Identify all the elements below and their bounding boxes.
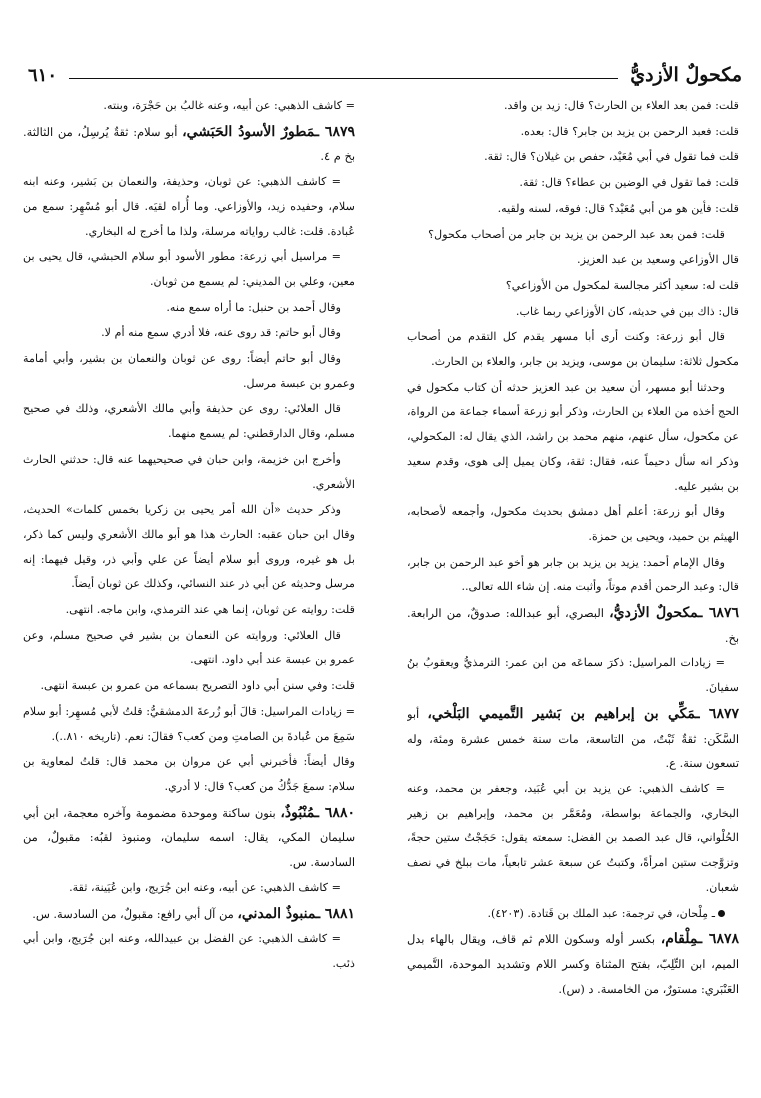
entry-heading [407, 702, 739, 776]
entry-number: ٦٨٨١ ـ [315, 905, 355, 922]
entry-description: أبو سلام: ثقةٌ يُرسِلُ، من الثالثة. بخ م ٤. [23, 124, 355, 164]
paragraph: قلت: فأين هو من أبي مُعَيْد؟ قال: فوقه، لسنه ولقيه. [497, 201, 739, 215]
paragraph: = كاشف الذهبي: عن الفضل بن عبيدالله، وعنه ابن جُرَيج، وابن أبي ذئب. [23, 932, 355, 970]
paragraph: = زيادات المراسيل: ذكرَ سماعَه من ابن عمر: الترمذيُّ ويعقوبُ بنُ سفيانَ. [407, 656, 739, 695]
paragraph: = كاشف الذهبي: عن ثوبان، وحذيفة، والنعمان بن بَشير، وعنه ابنه سلام، وحفيده زيد، والأوزاعي. وما أُراه لقيَه. قال أبو مُسْهِر: سمع من عُبادة. قلت: غالب رواياته مرسلة، ولذا ما أخرج له البخاري. [23, 175, 355, 238]
paragraph: وقال أيضاً: فأخبرني أبي عن مروان بن محمد قال: قلتُ لمعاوية بن سلام: سمعَ جَدُّكُ من كعب؟ قال: لا أدري. [23, 755, 355, 793]
paragraph: وقال أبو زرعة: أعلم أهل دمشق بحديث مكحول، وأجمعه لأصحابه، الهيثم بن حميد، ويحيى بن حمزة. [407, 505, 739, 543]
paragraph: وقال أبو حاتم أيضاً: روى عن ثوبان والنعمان بن بشير، وأبي أمامة وعمرو بن عبسة مرسل. [23, 352, 355, 390]
paragraph: قال العلائي: وروايته عن النعمان بن بشير في صحيح مسلم، وعن عمرو بن عبسة عند أبي داود. انتهى. [23, 628, 355, 667]
cross-reference-text: ـ مِلْحان، في ترجمة: عبد الملك بن قَتادة. (٤٢٠٣). [487, 906, 715, 920]
entry-name: مِلْقام، [660, 931, 698, 948]
paragraph: قلت فما تقول في أبي مُعَيْد، حفص بن غيلان؟ قال: ثقة. [484, 150, 739, 164]
entry-name: مَكِّي بن إبراهيم بن بَشير التَّميمي البَلْخي، [427, 705, 696, 722]
entry-description: بنون ساكنة وموحدة مضمومة وآخره معجمة، ابن أبي سليمان المكي، يقال: اسمه سليمان، ومنبوذ لقبُه: مقبولٌ، من السادسة. س. [23, 805, 355, 870]
entry-number: ٦٨٧٨ ـ [697, 931, 739, 948]
paragraph: قلت: فمن بعد عبد الرحمن بن يزيد بن جابر من أصحاب مكحول؟ [428, 227, 725, 241]
entry-number: ٦٨٨٠ ـ [314, 804, 355, 821]
entry-heading [407, 601, 739, 650]
paragraph: قلت: روايته عن ثوبان، إنما هي عند الترمذي، وابن ماجه. انتهى. [65, 603, 355, 617]
entry-name: مَطورٌ الأسودُ الحَبَشي، [182, 123, 315, 140]
entry-description: من آل أبي رافع: مقبولٌ، من السادسة. س. [32, 906, 238, 921]
entry-heading [407, 927, 739, 1001]
paragraph: قال الأوزاعي وسعيد بن عبد العزيز. [577, 253, 739, 267]
entry-heading [23, 120, 355, 169]
entry-heading [23, 902, 355, 927]
running-title: مكحولٌ الأزديُّ [630, 64, 742, 86]
paragraph: قلت له: سعيد أكثر مجالسة لمكحول من الأوزاعي؟ [505, 278, 739, 292]
paragraph: = مراسيل أبي زرعة: مطور الأسود أبو سلام الحبشي، قال يحيى بن معين، وعلي بن المديني: لم يسمع من ثوبان. [23, 250, 355, 288]
entry-description: أبو السَّكَن: ثقةٌ ثَبْتٌ، من التاسعة، مات سنة خمس عشرة ومئة، وله تسعون سنة. ع. [407, 706, 739, 771]
paragraph: قلت: فعبد الرحمن بن يزيد بن جابر؟ قال: بعده. [520, 124, 739, 138]
paragraph: قلت: فمن بعد العلاء بن الحارث؟ قال: زيد بن واقد. [504, 99, 739, 112]
entry-heading [23, 801, 355, 875]
paragraph: = كاشف الذهبي: عن أبيه، وعنه غالبُ بن حَجْرَة، وبنته. [103, 99, 355, 112]
entry-name: مكحولٌ الأزديُّ، [609, 605, 699, 622]
paragraph: وأخرج ابن خزيمة، وابن حبان في صحيحيهما عنه قال: حدثني الحارث الأشعري. [23, 452, 355, 491]
paragraph: قال العلائي: روى عن حذيفة وأبي مالك الأشعري، وذلك في صحيح مسلم، وقال الدارقطني: لم يسمع منهما. [23, 402, 355, 441]
paragraph: قلت: وفي سنن أبي داود التصريح بسماعه من عمرو بن عبسة انتهى. [40, 679, 355, 693]
paragraph: وحدثنا أبو مسهر، أن سعيد بن عبد العزيز حدثه أن كتاب مكحول في الحج أخذه من العلاء بن الحارث، وذكر أبو زرعة أسماء جماعة من الرواة، عن مكحول، سأل عنهم، منهم محمد بن راشد، الذي يقال له: المكحولي، وذكر انه سأل دحيماً عنه، فقال: ثقة، وكان يميل إلى هوى، وقدم سعيد بن بشير عليه. [407, 380, 739, 493]
left-column [23, 94, 355, 1084]
paragraph: وذكر حديث «أن الله أمر يحيى بن زكريا بخمس كلمات» الحديث، وقال ابن حبان عقبه: الحارث هذا هو أبو مالك الأشعري وليس كما ذكر، بل هو غيره، وروى أبو سلام أيضاً عن علي وأبي ذر، وقيل فيهما: إنه مرسل وحديثه عن أبي ذر عند النسائي، وكذلك عن ثوبان أيضاً. [23, 503, 355, 591]
right-column [407, 94, 739, 1084]
header-rule [69, 78, 618, 79]
paragraph: وقال الإمام أحمد: يزيد بن يزيد بن جابر هو أخو عبد الرحمن بن جابر، قال: وعبد الرحمن أقدم موتاً، وأثبت منه. إن شاء الله تعالى.. [407, 555, 739, 594]
paragraph: وقال أبو حاتم: قد روى عنه، فلا أدري سمع منه أم لا. [101, 326, 341, 340]
paragraph: قلت: فما تقول في الوضين بن عطاء؟ قال: ثقة. [519, 176, 739, 190]
entry-number: ٦٨٧٦ ـ [698, 605, 739, 622]
entry-description: بكسر أوله وسكون اللام ثم قاف، ويقال بالهاء بدل الميم، ابن التِّلِبّ، بفتح المثناة وكسر اللام وتشديد الموحدة، التَّميمي العَنْبَري: مستورٌ، من الخامسة. د (س). [407, 932, 739, 996]
entry-number: ٦٨٧٧ ـ [695, 705, 739, 722]
page-header [28, 56, 742, 86]
entry-name: منبوذٌ المدني، [237, 905, 316, 922]
bullet-icon [718, 910, 725, 917]
cross-reference [407, 902, 739, 927]
paragraph: = كاشف الذهبي: عن يزيد بن أبي عُبَيد، وجعفر بن محمد، وعنه البخاري، والجماعة بواسطة، ومُعَمَّر بن محمد، وإبراهيم بن زهير الحُلْواني، قال عبد الصمد بن الفضل: سمعته يقول: حَجَجْتُ ستين حجةً، وتزوَّجت ستين امرأةً، وكتبتُ عن سبعة عشر تابعياً، مات ببلخ في نصف شعبان. [407, 781, 739, 894]
paragraph: = زيادات المراسيل: قالَ أبو زُرعةَ الدمشقيُّ: قلتُ لأبي مُسهِر: أبو سلام سَمِعَ من عُبادةَ بن الصامتِ ومن كعب؟ فقالَ: نعم. (تاريخه ٨١٠..). [23, 704, 355, 743]
page-number: ٦١٠ [28, 65, 58, 86]
entry-number: ٦٨٧٩ ـ [314, 123, 355, 140]
entry-description: البصري، أبو عبدالله: صدوقٌ، من الرابعة. بخ. [407, 606, 739, 645]
paragraph: وقال أحمد بن حنبل: ما أراه سمع منه. [166, 300, 341, 314]
paragraph: = كاشف الذهبي: عن أبيه، وعنه ابن جُرَيج، وابن عُيَينة، ثقة. [69, 880, 341, 894]
entry-name: مُنْبُوذٌ، [280, 804, 315, 821]
paragraph: قال أبو زرعة: وكنت أرى أبا مسهر يقدم كل التقدم من أصحاب مكحول ثلاثة: سليمان بن موسى، ويزيد بن جابر، والعلاء بن الحارث. [407, 330, 739, 369]
paragraph: قال: ذاك بين في حديثه، كان الأوزاعي ربما غاب. [515, 304, 739, 318]
